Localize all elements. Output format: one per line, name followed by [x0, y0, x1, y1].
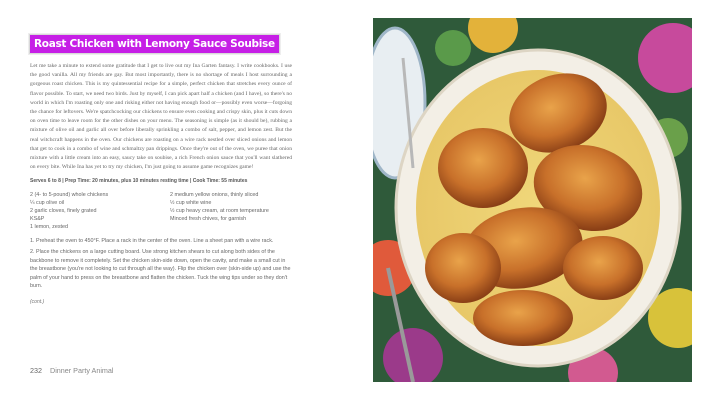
recipe-intro: Let me take a minute to extend some gratitude that I get to live out my Ina Garten fantasy. I write cookbooks. I use the good vanilla. All my friends are gay. But most importantly, there is no shortage of meals I host surrounding a gorgeous roast chicken. This is my quintessential recipe for a simple, perfect chicken that stretches every ounce of flavor possible. To start, we need two birds. Just by myself, I can pick apart half a chicken (and I have), so there's no world in which I'm roasting only one and risking either not having enough food or—possibly even worse—forgoing the chance for leftovers. We're spatchcocking our chickens to ensure even cooking and crispy skin, plus it cuts down on oven time to leave room for the other dishes on your menu. The seasoning is simple (as it should be), rubbing a mixture of olive oil and garlic all over before liberally sprinkling a combo of salt, pepper, and lemon zest. But the real witchcraft happens in the oven. Our chickens are roasting on a wire rack nestled over sliced onions and lemon that get to cook in a combo of wine and schmaltzy pan drippings. Once they're out of the oven, we puree that onion mixture with a little cream into an easy, saucy take on soubise, a rich French onion sauce that you'll want slathered on every bite. While Ina has yet to try my chicken, I'm just going to assume game recognizes game!: [30, 63, 292, 171]
ingredient: 2 medium yellow onions, thinly sliced: [170, 192, 259, 199]
ingredient: KS&P: [30, 216, 45, 223]
recipe-steps: [30, 237, 292, 293]
recipe-title-banner: [29, 34, 280, 54]
continued-note: (cont.): [30, 299, 45, 305]
ingredient: 2 (4- to 5-pound) whole chickens: [30, 192, 109, 199]
recipe-title: Roast Chicken with Lemony Sauce Soubise: [34, 38, 275, 50]
ingredient: Minced fresh chives, for garnish: [170, 216, 247, 223]
recipe-meta: Serves 6 to 8 | Prep Time: 20 minutes, plus 10 minutes resting time | Cook Time: 55 minutes: [30, 178, 248, 185]
ingredient: 2 garlic cloves, finely grated: [30, 208, 97, 215]
step: 1. Preheat the oven to 450°F. Place a rack in the center of the oven. Line a sheet pan with a wire rack.: [30, 238, 274, 245]
page-footer: [30, 366, 114, 375]
ingredient: 1 lemon, zested: [30, 224, 69, 231]
book-title: Dinner Party Animal: [50, 366, 114, 375]
ingredients: [30, 191, 292, 231]
roast-chicken-photo: [373, 18, 692, 382]
ingredients-right: [170, 191, 292, 231]
page-number: 232: [30, 366, 42, 375]
ingredient: ¼ cup olive oil: [30, 200, 65, 207]
recipe-column: [30, 34, 292, 306]
ingredients-left: [30, 191, 170, 231]
step: 2. Place the chickens on a large cutting board. Use strong kitchen shears to cut along both sides of the backbone to remove it completely. Set the chicken skin-side down, open the cavity, and make a small cut in the breastbone (you're not looking to cut through all the way). Flip the chicken over (skin-side up) and use the palm of your hand to press on the breastbone and flatten the chicken. Tuck the wing tips under so they don't burn.: [30, 249, 291, 290]
ingredient: ½ cup white wine: [170, 200, 212, 207]
ingredient: ½ cup heavy cream, at room temperature: [170, 208, 269, 215]
